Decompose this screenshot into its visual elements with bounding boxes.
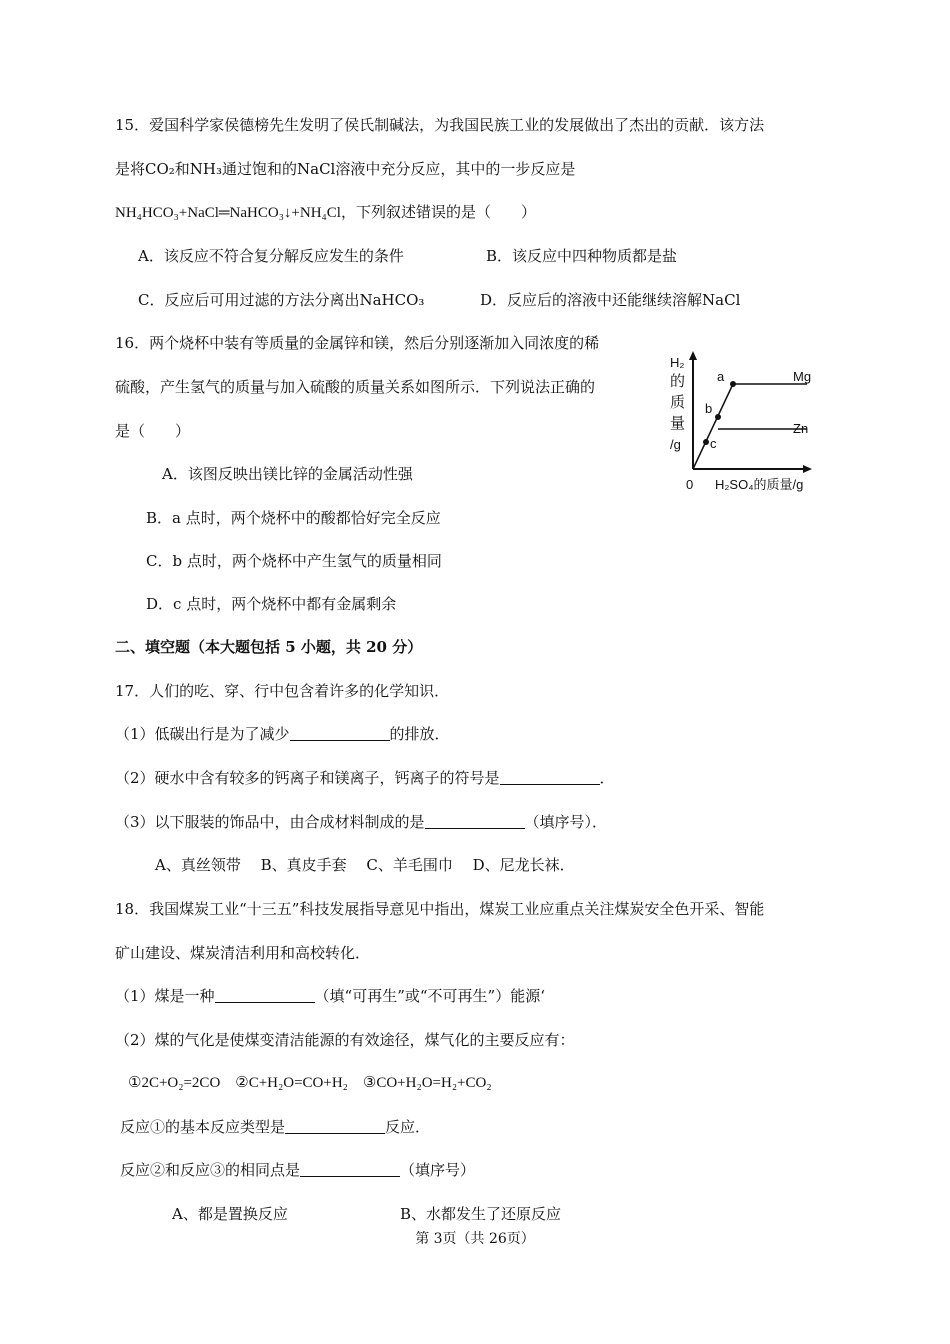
h2-mass-graph	[667, 351, 825, 493]
graph-y-unit: /g	[670, 437, 681, 452]
graph-y-label-char-3: 量	[670, 415, 686, 432]
q18-line1: 18．我国煤炭工业“十三五”科技发展指导意见中指出，煤炭工业应重点关注煤炭安全色开采、智能	[115, 900, 765, 918]
q18-r1-blank[interactable]	[285, 1118, 385, 1134]
q16-option-b: B．a 点时，两个烧杯中的酸都恰好完全反应	[146, 509, 441, 527]
q15-option-d: D．反应后的溶液中还能继续溶解NaCl	[480, 291, 741, 309]
q18-part2: （2）煤的气化是使煤变清洁能源的有效途径，煤气化的主要反应有：	[115, 1031, 575, 1049]
q17-part2	[115, 768, 615, 788]
q18-option-b: B、水都发生了还原反应	[400, 1205, 562, 1223]
zn-label: Zn	[793, 421, 809, 436]
q18-part1-before: （1）煤是一种	[115, 987, 215, 1005]
q18-r1-before: 反应①的基本反应类型是	[120, 1118, 286, 1136]
q17-part3-before: （3）以下服装的饰品中，由合成材料制成的是	[115, 813, 425, 831]
q18-r1-after: 反应．	[385, 1118, 431, 1136]
q18-line2: 矿山建设、煤炭清洁利用和高校转化．	[115, 944, 371, 962]
section-2-title: 二、填空题（本大题包括 5 小题，共 20 分）	[115, 638, 423, 656]
q15-line3: NH₄HCO₃+NaCl═NaHCO₃↓+NH₄Cl，下列叙述错误的是（ ）	[115, 205, 536, 221]
mg-label: Mg	[793, 369, 812, 384]
q17-part1-after: 的排放．	[389, 725, 450, 743]
point-b-marker	[715, 414, 721, 420]
q18-part1	[115, 986, 545, 1006]
page-footer: 第 3页（共 26页）	[415, 1231, 535, 1247]
q17-part1	[115, 724, 450, 744]
q18-reactions: ①2C+O₂=2CO ②C+H₂O=CO+H₂ ③CO+H₂O=H₂+CO₂	[128, 1075, 492, 1091]
q18-r2-blank[interactable]	[300, 1161, 400, 1177]
point-c-marker	[703, 439, 709, 445]
point-a-label: a	[717, 369, 725, 384]
q15-option-c: C．反应后可用过滤的方法分离出NaHCO₃	[138, 291, 425, 309]
point-c-label: c	[710, 436, 717, 451]
q15-line2: 是将CO₂和NH₃通过饱和的NaCl溶液中充分反应，其中的一步反应是	[115, 160, 576, 178]
q15-line1: 15．爱国科学家侯德榜先生发明了侯氏制碱法，为我国民族工业的发展做出了杰出的贡献．该方法	[115, 116, 765, 134]
q16-option-d: D．c 点时，两个烧杯中都有金属剩余	[146, 595, 397, 613]
q17-part2-blank[interactable]	[500, 769, 600, 785]
q16-line2: 硫酸，产生氢气的质量与加入硫酸的质量关系如图所示．下列说法正确的	[115, 378, 596, 396]
q17-part3-blank[interactable]	[425, 813, 525, 829]
graph-origin-label: 0	[686, 477, 694, 492]
q18-reaction2-question	[120, 1160, 475, 1180]
q17-part3-after: （填序号）．	[524, 813, 608, 831]
q17-part1-before: （1）低碳出行是为了减少	[115, 725, 290, 743]
point-b-label: b	[705, 401, 713, 416]
q17-part2-before: （2）硬水中含有较多的钙离子和镁离子，钙离子的符号是	[115, 769, 500, 787]
q18-r2-after: （填序号）	[400, 1161, 476, 1179]
q17-options: A、真丝领带 B、真皮手套 C、羊毛围巾 D、尼龙长袜．	[155, 856, 575, 874]
q17-part3	[115, 812, 607, 832]
q15-option-b: B．该反应中四种物质都是盐	[486, 247, 678, 265]
graph-y-label-char-2: 质	[670, 394, 686, 411]
q18-r2-before: 反应②和反应③的相同点是	[120, 1161, 301, 1179]
q18-option-a: A、都是置换反应	[172, 1205, 288, 1223]
q17-part2-after: ．	[599, 769, 615, 787]
q17-stem: 17．人们的吃、穿、行中包含着许多的化学知识．	[115, 682, 450, 700]
graph-x-label: H₂SO₄的质量/g	[715, 477, 804, 492]
q18-reaction1-question	[120, 1117, 430, 1137]
q15-option-a: A．该反应不符合复分解反应发生的条件	[138, 247, 404, 265]
q17-part1-blank[interactable]	[290, 725, 390, 741]
q16-line3: 是（ ）	[115, 422, 191, 440]
graph-y-label-char-1: 的	[670, 373, 686, 390]
point-a-marker	[730, 381, 736, 387]
graph-y-label-top: H₂	[670, 355, 685, 370]
q16-option-a: A．该图反映出镁比锌的金属活动性强	[162, 465, 413, 483]
q18-part1-blank[interactable]	[215, 987, 315, 1003]
q16-line1: 16．两个烧杯中装有等质量的金属锌和镁，然后分别逐渐加入同浓度的稀	[115, 334, 600, 352]
q16-option-c: C．b 点时，两个烧杯中产生氢气的质量相同	[146, 552, 442, 570]
q18-part1-after: （填“可再生”或“不可再生”）能源‘	[314, 987, 545, 1005]
